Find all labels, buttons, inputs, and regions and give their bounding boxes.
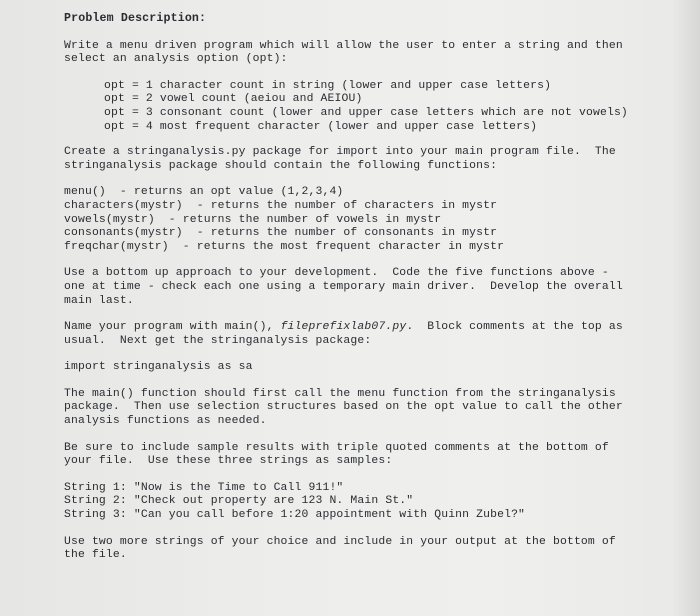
- text-line: the file.: [64, 549, 127, 562]
- sample-string: String 2: "Check out property are 123 N. Main St.": [64, 495, 414, 508]
- sample-string: String 3: "Can you call before 1:20 appointment with Quinn Zubel?": [64, 509, 526, 522]
- text-line: [64, 321, 664, 335]
- option-item: opt = 3 consonant count (lower and upper case letters which are not vowels): [104, 106, 628, 119]
- function-item: consonants(mystr) - returns the number of consonants in mystr: [64, 227, 498, 240]
- options-list: [64, 80, 664, 134]
- function-item: characters(mystr) - returns the number of characters in mystr: [64, 199, 498, 212]
- filename: fileprefixlab07.py: [280, 321, 407, 334]
- text-line: Be sure to include sample results with triple quoted comments at the bottom of: [64, 441, 609, 454]
- closing-paragraph: [64, 536, 664, 563]
- naming-suffix: . Block comments at the top as: [406, 321, 623, 334]
- main-paragraph: [64, 388, 664, 429]
- functions-list: [64, 186, 664, 254]
- text-line: analysis functions as needed.: [64, 415, 267, 428]
- option-item: opt = 4 most frequent character (lower and upper case letters): [104, 120, 538, 133]
- option-item: opt = 2 vowel count (aeiou and AEIOU): [104, 93, 363, 106]
- naming-prefix: Name your program with main(),: [64, 321, 281, 334]
- text-line: package. Then use selection structures based on the opt value to call the other: [64, 401, 623, 414]
- naming-paragraph: [64, 321, 664, 348]
- text-line: Use a bottom up approach to your development. Code the five functions above -: [64, 267, 609, 280]
- heading: Problem Description:: [64, 12, 207, 25]
- function-item: menu() - returns an opt value (1,2,3,4): [64, 186, 344, 199]
- document-body: [64, 12, 664, 563]
- intro-paragraph: [64, 40, 664, 67]
- text-line: select an analysis option (opt):: [64, 53, 288, 66]
- text-line: stringanalysis package should contain the following functions:: [64, 159, 498, 172]
- text-line: The main() function should first call the menu function from the stringanalysis: [64, 387, 616, 400]
- sample-paragraph: [64, 442, 664, 469]
- text-line: main last.: [64, 294, 134, 307]
- import-line: import stringanalysis as sa: [64, 361, 253, 374]
- option-item: opt = 1 character count in string (lower and upper case letters): [104, 79, 552, 92]
- package-paragraph: [64, 146, 664, 173]
- approach-paragraph: [64, 267, 664, 308]
- text-line: Write a menu driven program which will allow the user to enter a string and then: [64, 39, 623, 52]
- text-line: Create a stringanalysis.py package for import into your main program file. The: [64, 146, 616, 159]
- sample-string: String 1: "Now is the Time to Call 911!": [64, 481, 344, 494]
- samples-list: [64, 482, 664, 523]
- text-line: usual. Next get the stringanalysis package:: [64, 334, 372, 347]
- function-item: vowels(mystr) - returns the number of vowels in mystr: [64, 213, 442, 226]
- text-line: one at time - check each one using a temporary main driver. Develop the overall: [64, 280, 623, 293]
- text-line: Use two more strings of your choice and include in your output at the bottom of: [64, 535, 616, 548]
- text-line: your file. Use these three strings as samples:: [64, 455, 393, 468]
- function-item: freqchar(mystr) - returns the most frequent character in mystr: [64, 240, 505, 253]
